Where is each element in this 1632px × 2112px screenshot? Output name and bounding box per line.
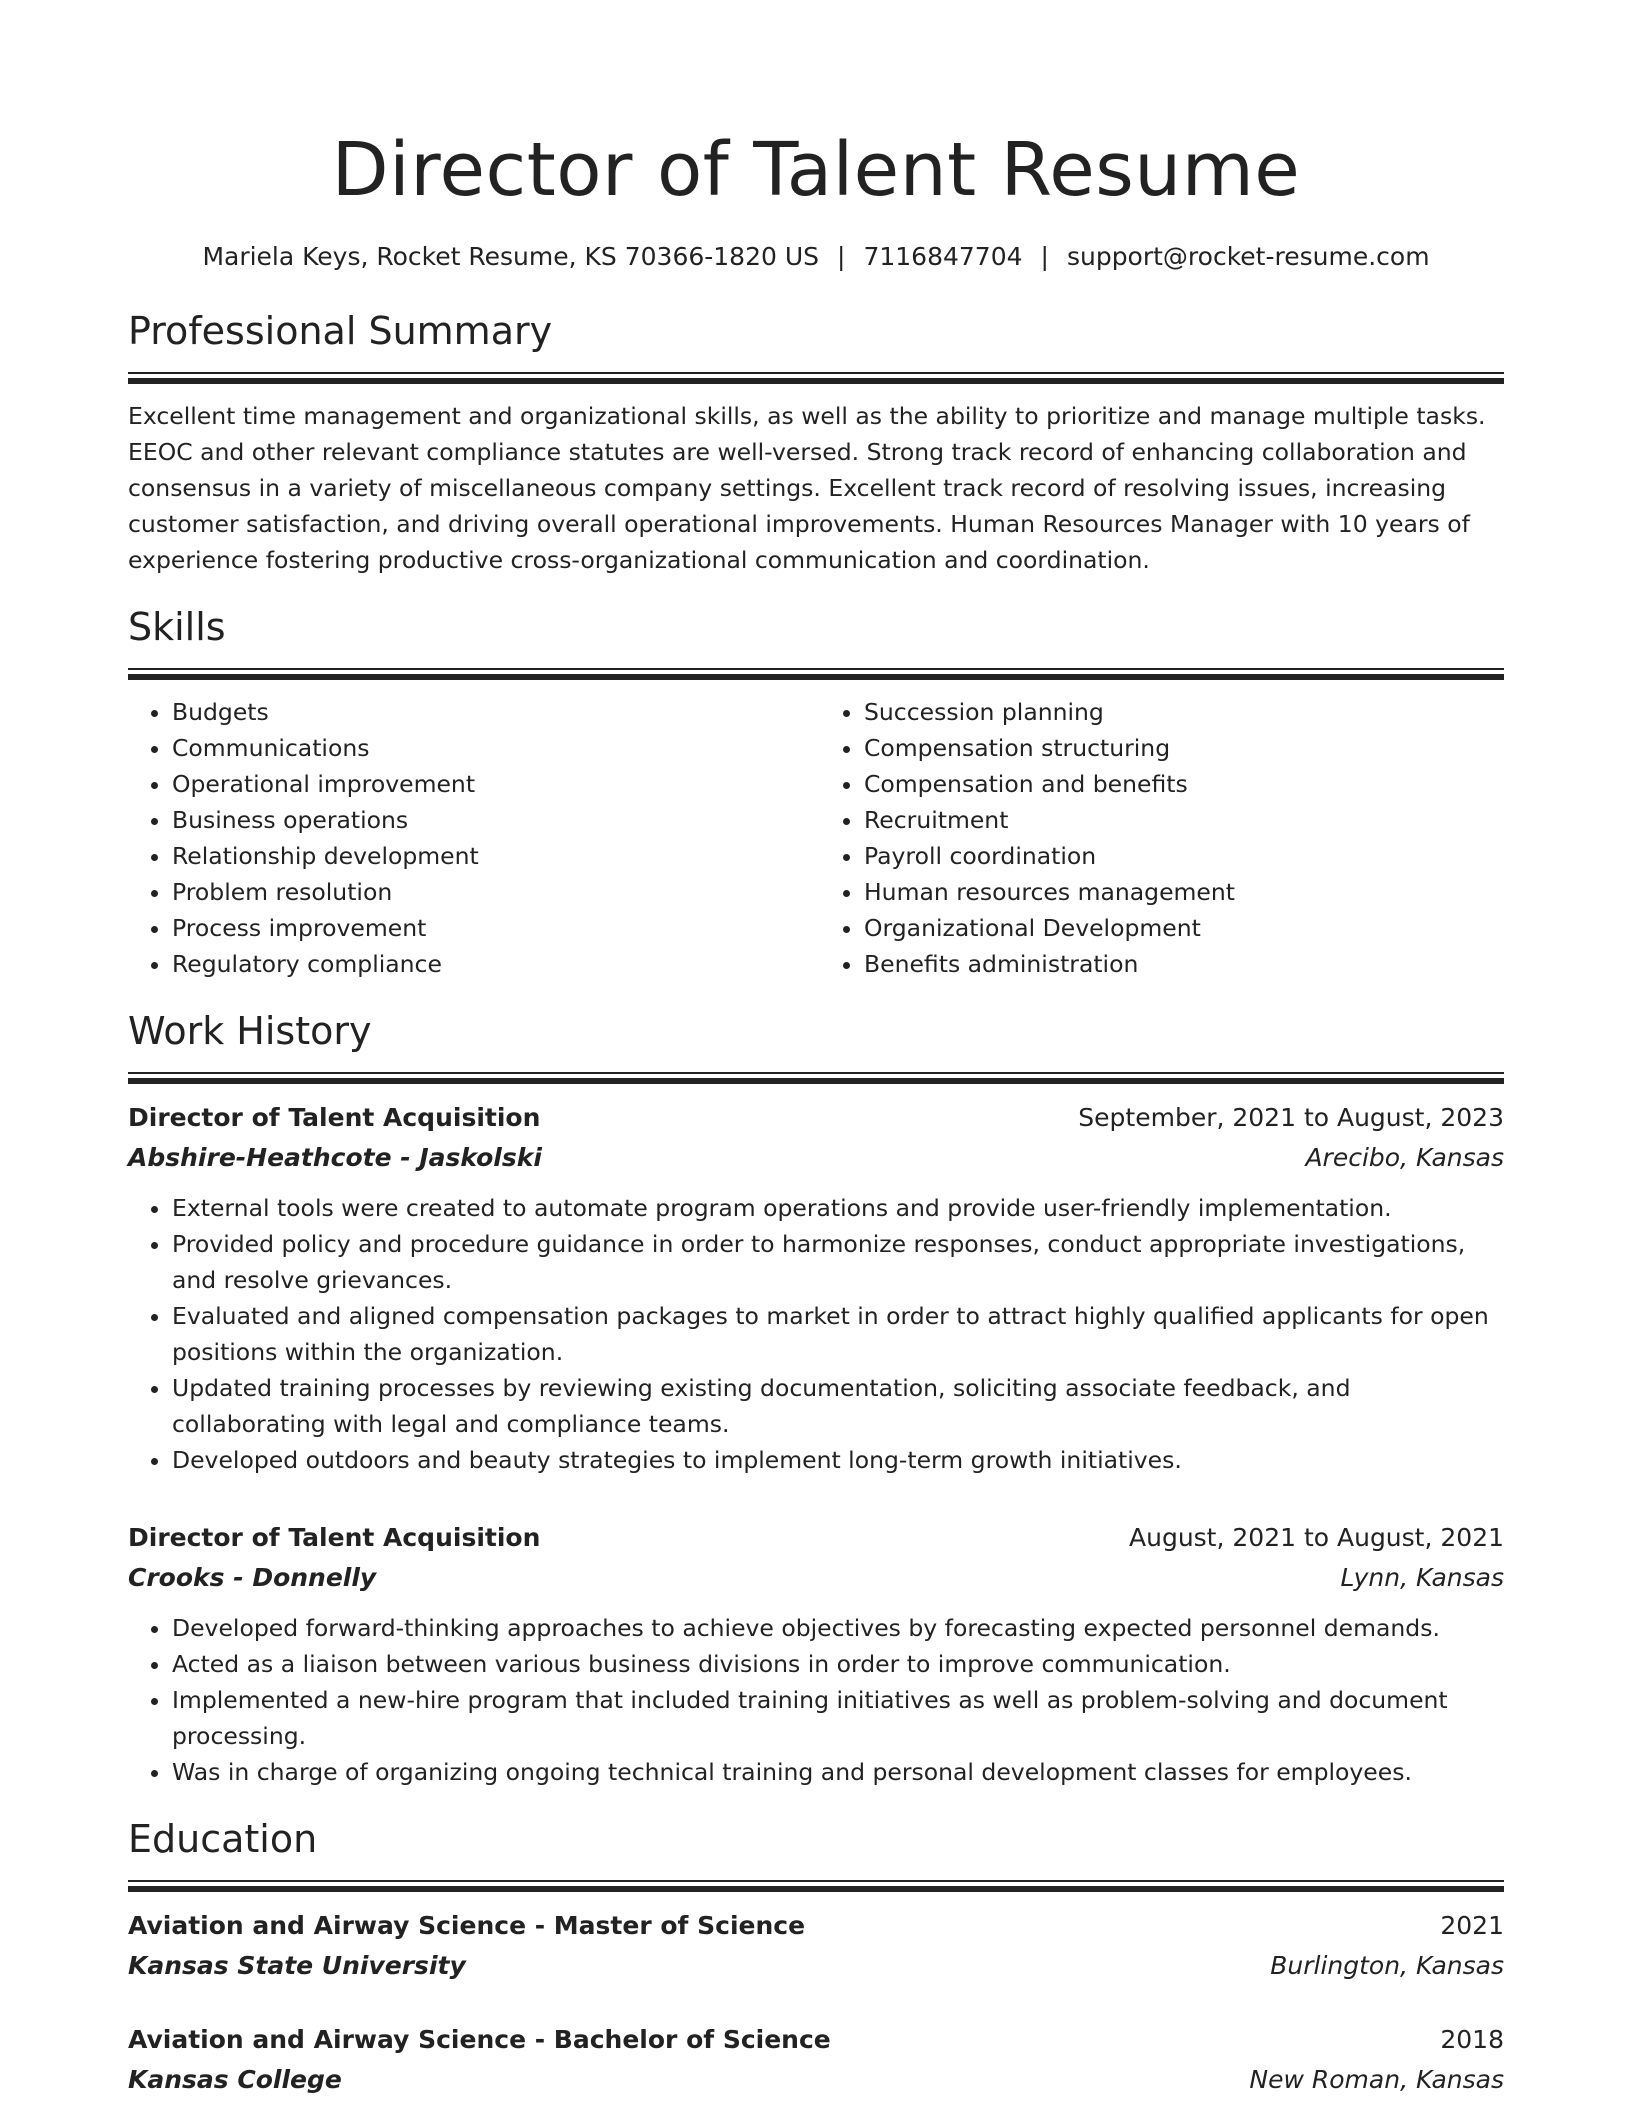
- section-divider: [128, 1880, 1504, 1892]
- education-degree: Aviation and Airway Science - Bachelor of Science: [128, 2025, 831, 2054]
- job-dates: August, 2021 to August, 2021: [1129, 1523, 1504, 1552]
- education-location: New Roman, Kansas: [1249, 2065, 1504, 2094]
- job-company-row: [128, 1558, 1504, 1598]
- education-school: Kansas State University: [128, 1951, 466, 1980]
- education-school-row: [128, 1946, 1504, 1986]
- skill-item: • Compensation and benefits: [864, 766, 1504, 802]
- skill-item: • Operational improvement: [172, 766, 816, 802]
- skills-columns: [128, 694, 1504, 982]
- education-header-row: [128, 1906, 1504, 1946]
- education-section: [128, 1814, 1504, 2100]
- section-divider: [128, 668, 1504, 680]
- skill-item: • Human resources management: [864, 874, 1504, 910]
- job-company: Abshire-Heathcote - Jaskolski: [128, 1143, 542, 1172]
- work-history-section: [128, 1006, 1504, 1790]
- skill-item: • Compensation structuring: [864, 730, 1504, 766]
- job-dates: September, 2021 to August, 2023: [1078, 1103, 1504, 1132]
- resume-title: Director of Talent Resume: [331, 127, 1301, 213]
- job-entry: [128, 1098, 1504, 1478]
- skills-section: [128, 602, 1504, 982]
- job-bullet: • Developed forward-thinking approaches to achieve objectives by forecasting expected personnel demands.: [172, 1610, 1504, 1646]
- section-divider: [128, 372, 1504, 384]
- education-header-row: [128, 2020, 1504, 2060]
- education-entry: [128, 1906, 1504, 1986]
- skill-item: • Business operations: [172, 802, 816, 838]
- skill-item: • Payroll coordination: [864, 838, 1504, 874]
- education-year: 2021: [1440, 1911, 1504, 1940]
- job-entry: [128, 1518, 1504, 1790]
- skills-heading: Skills: [128, 605, 226, 649]
- skill-item: • Regulatory compliance: [172, 946, 816, 982]
- education-location: Burlington, Kansas: [1270, 1951, 1504, 1980]
- education-degree: Aviation and Airway Science - Master of Science: [128, 1911, 806, 1940]
- job-bullet: • Evaluated and aligned compensation packages to market in order to attract highly qualified applicants for open positions within the organization.: [172, 1298, 1504, 1370]
- summary-section: [128, 306, 1504, 578]
- education-school-row: [128, 2060, 1504, 2100]
- job-title: Director of Talent Acquisition: [128, 1523, 541, 1552]
- skill-item: • Organizational Development: [864, 910, 1504, 946]
- job-bullet: • Implemented a new-hire program that included training initiatives as well as problem-solving and document processing.: [172, 1682, 1504, 1754]
- job-header-row: [128, 1518, 1504, 1558]
- job-location: Arecibo, Kansas: [1305, 1143, 1504, 1172]
- job-bullets: [128, 1610, 1504, 1790]
- job-company-row: [128, 1138, 1504, 1178]
- contact-email: support@rocket-resume.com: [1066, 242, 1430, 271]
- skill-item: • Relationship development: [172, 838, 816, 874]
- skills-right-column: [816, 694, 1504, 982]
- skill-item: • Succession planning: [864, 694, 1504, 730]
- contact-phone: 7116847704: [863, 242, 1023, 271]
- skill-item: • Recruitment: [864, 802, 1504, 838]
- job-bullets: [128, 1190, 1504, 1478]
- section-divider: [128, 1072, 1504, 1084]
- skill-item: • Budgets: [172, 694, 816, 730]
- job-bullet: • Developed outdoors and beauty strategies to implement long-term growth initiatives.: [172, 1442, 1504, 1478]
- contact-separator: |: [1040, 242, 1049, 271]
- job-bullet: • Acted as a liaison between various business divisions in order to improve communication.: [172, 1646, 1504, 1682]
- education-year: 2018: [1440, 2025, 1504, 2054]
- contact-address: Mariela Keys, Rocket Resume, KS 70366-1820 US: [202, 242, 820, 271]
- skill-item: • Process improvement: [172, 910, 816, 946]
- skills-left-column: [128, 694, 816, 982]
- work-history-heading: Work History: [128, 1009, 372, 1053]
- job-bullet: • Provided policy and procedure guidance in order to harmonize responses, conduct appropriate investigations, and resolve grievances.: [172, 1226, 1504, 1298]
- education-entry: [128, 2020, 1504, 2100]
- job-bullet: • External tools were created to automate program operations and provide user-friendly implementation.: [172, 1190, 1504, 1226]
- job-header-row: [128, 1098, 1504, 1138]
- summary-heading: Professional Summary: [128, 309, 553, 353]
- job-location: Lynn, Kansas: [1340, 1563, 1504, 1592]
- job-bullet: • Updated training processes by reviewing existing documentation, soliciting associate feedback, and collaborating with legal and compliance teams.: [172, 1370, 1504, 1442]
- resume-page: [128, 120, 1504, 2100]
- job-company: Crooks - Donnelly: [128, 1563, 377, 1592]
- summary-text: Excellent time management and organizational skills, as well as the ability to prioritize and manage multiple tasks. EEOC and other relevant compliance statutes are well-versed. Strong track record of enhancing collaboration and consensus in a variety of miscellaneous company settings. Excellent track record of resolving issues, increasing customer satisfaction, and driving overall operational improvements. Human Resources Manager with 10 years of experience fostering productive cross-organizational communication and coordination.: [128, 402, 1486, 574]
- skill-item: • Communications: [172, 730, 816, 766]
- education-heading: Education: [128, 1817, 318, 1861]
- skill-item: • Problem resolution: [172, 874, 816, 910]
- contact-line: [128, 240, 1504, 274]
- contact-separator: |: [837, 242, 846, 271]
- skill-item: • Benefits administration: [864, 946, 1504, 982]
- job-bullet: • Was in charge of organizing ongoing technical training and personal development classes for employees.: [172, 1754, 1504, 1790]
- education-school: Kansas College: [128, 2065, 342, 2094]
- job-title: Director of Talent Acquisition: [128, 1103, 541, 1132]
